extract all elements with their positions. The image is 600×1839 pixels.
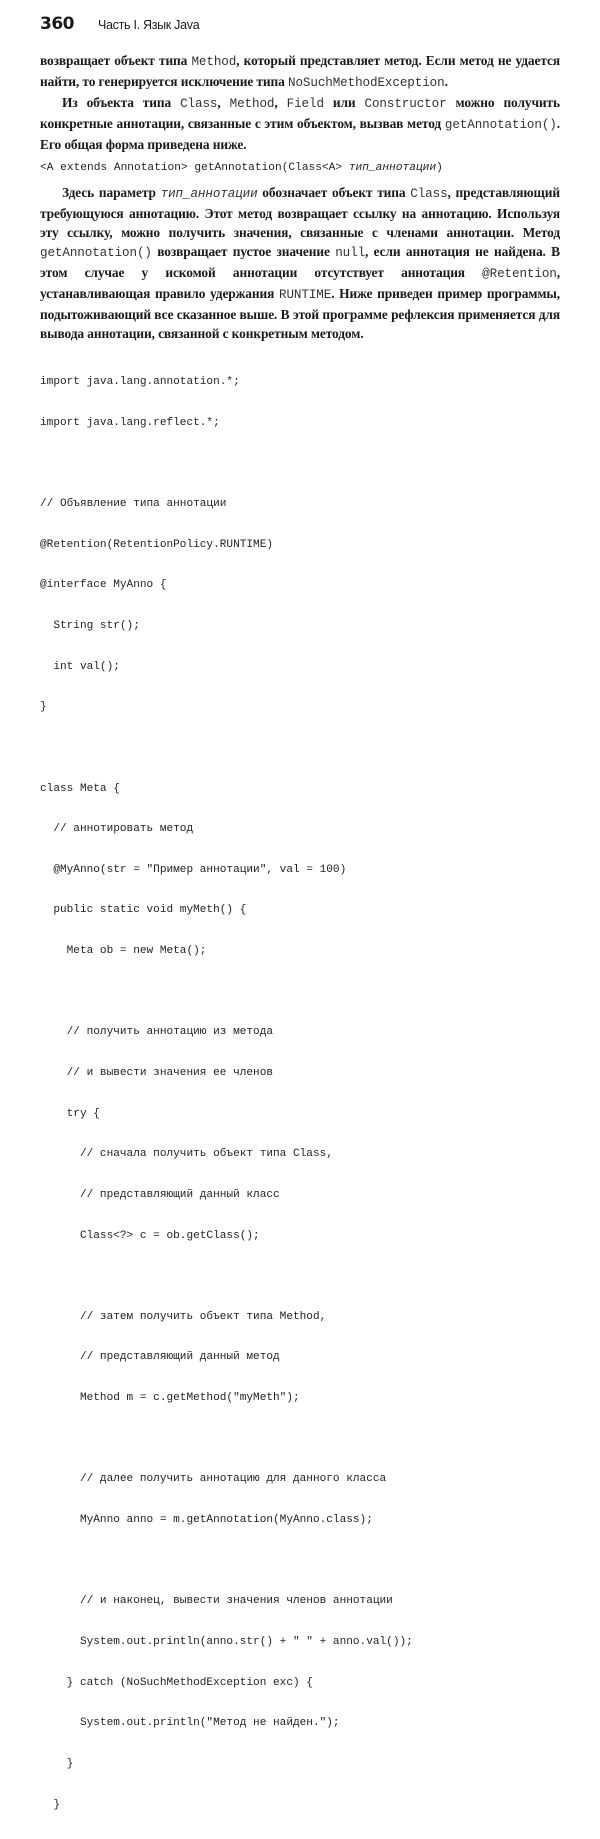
code-line: // аннотировать метод [40,823,194,836]
code-line [40,1433,560,1447]
code-line: // и наконец, вывести значения членов аннотации [40,1595,393,1608]
inline-code: @Retention [482,267,557,281]
code-line [40,742,560,756]
code-line: // представляющий данный метод [40,1351,280,1364]
running-head: Часть I. Язык Java [98,18,200,32]
page-header [40,14,560,40]
inline-code: Class [180,97,218,111]
code-line: Method m = c.getMethod("myMeth"); [40,1392,300,1405]
inline-code: NoSuchMethodException [287,76,445,90]
inline-code: тип_аннотации [160,187,258,201]
code-line: String str(); [40,619,140,632]
inline-code: Field [286,97,324,111]
code-line: } [40,1798,60,1811]
code-line: MyAnno anno = m.getAnnotation(MyAnno.class); [40,1514,373,1527]
book-page [40,14,560,1839]
inline-code: Class [410,187,448,201]
code-line: class Meta { [40,782,120,795]
signature-param: тип_аннотации [348,162,437,174]
code-line: import java.lang.annotation.*; [40,376,240,389]
paragraph-method-return: возвращает объект типа Method, который представляет метод. Если метод не удается найти, то генерируется исключение типа NoSuchMethodException. [40,53,560,90]
code-line: } [40,1757,74,1770]
code-line: import java.lang.reflect.*; [40,416,220,429]
code-line: // получить аннотацию из метода [40,1026,274,1039]
code-line: } [40,701,47,714]
code-line: try { [40,1107,100,1120]
code-line: @interface MyAnno { [40,579,167,592]
inline-code: getAnnotation() [444,118,557,132]
code-line: // представляющий данный класс [40,1188,280,1201]
method-signature: <A extends Annotation> getAnnotation(Class<A> тип_аннотации) [40,162,443,174]
code-line [40,986,560,1000]
code-listing [40,349,560,1839]
code-line: // Объявление типа аннотации [40,498,227,511]
page-number: 360 [40,14,74,34]
code-line: Class<?> c = ob.getClass(); [40,1229,260,1242]
code-line: // и вывести значения ее членов [40,1066,274,1079]
code-line: // далее получить аннотацию для данного класса [40,1473,387,1486]
code-line: System.out.println("Метод не найден."); [40,1717,340,1730]
code-line: } catch (NoSuchMethodException exc) { [40,1676,313,1689]
code-line: System.out.println(anno.str() + " " + anno.val()); [40,1635,413,1648]
inline-code: RUNTIME [278,288,332,302]
paragraph-explanation: Здесь параметр тип_аннотации обозначает объект типа Class, представляющий требующуюся аннотацию. Этот метод возвращает ссылку на аннотацию. Используя эту ссылку, можно получить значения, связанные с членами аннотации. Метод getAnnotation() возвращает пустое значение null, если аннотация не найдена. В этом случае у искомой аннотации отсутствует аннотация @Retention, устанавливающая правило удержания RUNTIME. Ниже приведен пример программы, подытоживающий все сказанное выше. В этой программе рефлексия применяется для вывода аннотации, связанной с конкретным методом. [40,185,561,341]
code-line: // сначала получить объект типа Class, [40,1148,333,1161]
code-line: int val(); [40,660,120,673]
inline-code: Method [191,55,237,69]
code-line [40,457,560,471]
inline-code: null [335,246,366,260]
inline-code: getAnnotation() [40,246,152,260]
code-line: public static void myMeth() { [40,904,247,917]
code-line: @Retention(RetentionPolicy.RUNTIME) [40,538,274,551]
code-line [40,1555,560,1569]
inline-code: Constructor [364,97,447,111]
paragraph-get-annotation: Из объекта типа Class, Method, Field или Constructor можно получить конкретные аннотации, связанные с этим объектом, вызвав метод getAnnotation(). Его общая форма приведена ниже. [40,95,561,152]
code-line: @MyAnno(str = "Пример аннотации", val = 100) [40,863,347,876]
code-line: // затем получить объект типа Method, [40,1310,327,1323]
code-line: Meta ob = new Meta(); [40,945,207,958]
inline-code: Method [229,97,275,111]
code-line [40,1270,560,1284]
